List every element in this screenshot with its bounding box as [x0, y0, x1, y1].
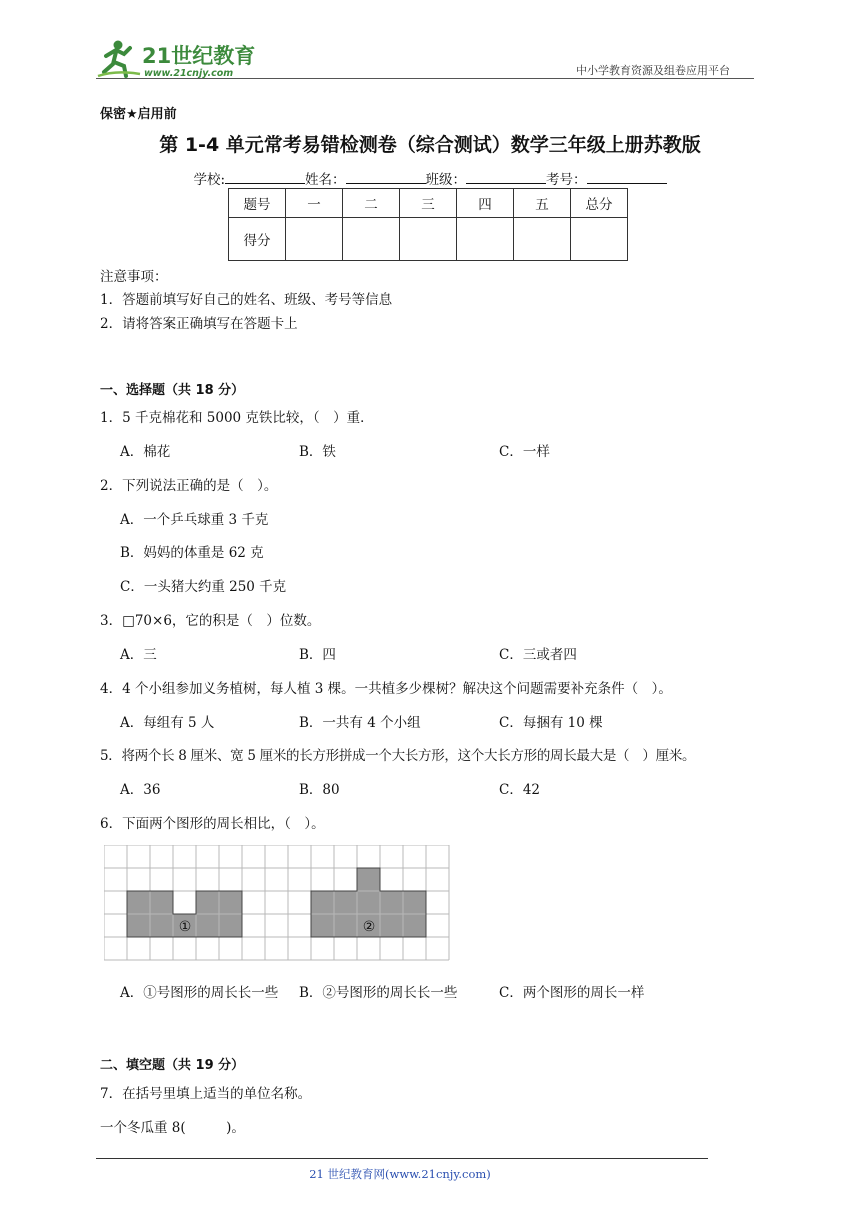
class-blank[interactable]: [466, 170, 546, 184]
score-header-cell: 一: [286, 189, 343, 218]
option-6c[interactable]: C．两个图形的周长一样: [499, 985, 645, 1001]
option-3c[interactable]: C．三或者四: [499, 647, 577, 663]
question-7-line: 一个冬瓜重 8( )。: [100, 1120, 245, 1136]
score-header-cell: 三: [400, 189, 457, 218]
question-4: 4．4 个小组参加义务植树，每人植 3 棵。一共植多少棵树？解决这个问题需要补充条件（ ）。: [100, 681, 672, 697]
question-2: 2．下列说法正确的是（ ）。: [100, 478, 278, 494]
exam-number-label: 考号：: [546, 172, 587, 188]
page-title: 第 1-4 单元常考易错检测卷（综合测试）数学三年级上册苏教版: [159, 134, 701, 156]
question-7: 7．在括号里填上适当的单位名称。: [100, 1086, 312, 1102]
footer-divider: [96, 1158, 708, 1159]
question-5: 5．将两个长 8 厘米、宽 5 厘米的长方形拼成一个大长方形，这个大长方形的周长最大是（ ）厘米。: [100, 748, 696, 764]
option-2c[interactable]: C．一头猪大约重 250 千克: [120, 579, 287, 595]
option-1c[interactable]: C．一样: [499, 444, 550, 460]
option-5b[interactable]: B．80: [299, 782, 340, 798]
score-header-cell: 五: [514, 189, 571, 218]
logo-text: 21世纪教育: [142, 44, 256, 68]
option-2a[interactable]: A．一个乒乓球重 3 千克: [120, 512, 269, 528]
runner-icon: [98, 41, 140, 77]
confidential-mark: 保密★启用前: [100, 107, 177, 122]
class-label: 班级：: [425, 172, 467, 188]
option-5c[interactable]: C．42: [499, 782, 541, 798]
notes-heading: 注意事项：: [100, 269, 168, 285]
option-3a[interactable]: A．三: [120, 647, 157, 663]
option-2b[interactable]: B．妈妈的体重是 62 克: [120, 545, 264, 561]
perimeter-grid-figure: [104, 845, 452, 967]
score-table-score-row: [229, 218, 628, 261]
footer-link[interactable]: 21 世纪教育网(www.21cnjy.com): [309, 1167, 491, 1181]
score-cell[interactable]: [457, 218, 514, 261]
score-header-cell: 总分: [571, 189, 628, 218]
option-1b[interactable]: B．铁: [299, 444, 336, 460]
option-4b[interactable]: B．一共有 4 个小组: [299, 715, 421, 731]
site-logo: [96, 36, 266, 80]
header-divider: [96, 78, 754, 79]
score-header-cell: 四: [457, 189, 514, 218]
score-cell[interactable]: [514, 218, 571, 261]
option-6b[interactable]: B．②号图形的周长长一些: [299, 985, 458, 1001]
score-header-cell: 二: [343, 189, 400, 218]
option-4c[interactable]: C．每捆有 10 棵: [499, 715, 603, 731]
score-header-cell: 题号: [229, 189, 286, 218]
question-3: 3．□70×6，它的积是（ ）位数。: [100, 613, 321, 629]
section-heading-fill: 二、填空题（共 19 分）: [100, 1058, 245, 1073]
note-item: 1．答题前填写好自己的姓名、班级、考号等信息: [100, 292, 393, 308]
site-tagline: 中小学教育资源及组卷应用平台: [576, 64, 730, 77]
question-6: 6．下面两个图形的周长相比，（ ）。: [100, 816, 325, 832]
name-blank[interactable]: [346, 170, 426, 184]
figure-1-label: ①: [178, 919, 192, 935]
score-cell[interactable]: [343, 218, 400, 261]
option-4a[interactable]: A．每组有 5 人: [120, 715, 215, 731]
school-label: 学校:: [193, 172, 226, 188]
logo-url: www.21cnjy.com: [144, 68, 234, 79]
option-1a[interactable]: A．棉花: [120, 444, 171, 460]
name-label: 姓名：: [305, 172, 346, 188]
section-heading-choice: 一、选择题（共 18 分）: [100, 383, 245, 398]
student-info-line: [0, 168, 860, 188]
question-1: 1．5 千克棉花和 5000 克铁比较，（ ）重．: [100, 410, 374, 426]
figure-2-label: ②: [362, 919, 376, 935]
score-table: [228, 188, 628, 261]
option-5a[interactable]: A．36: [120, 782, 161, 798]
school-blank[interactable]: [225, 170, 305, 184]
exam-number-blank[interactable]: [587, 170, 667, 184]
option-3b[interactable]: B．四: [299, 647, 336, 663]
score-table-header-row: [229, 189, 628, 218]
score-cell[interactable]: [571, 218, 628, 261]
note-item: 2．请将答案正确填写在答题卡上: [100, 316, 298, 332]
score-cell[interactable]: [286, 218, 343, 261]
score-cell[interactable]: [400, 218, 457, 261]
score-row-label: 得分: [229, 218, 286, 261]
option-6a[interactable]: A．①号图形的周长长一些: [120, 985, 279, 1001]
